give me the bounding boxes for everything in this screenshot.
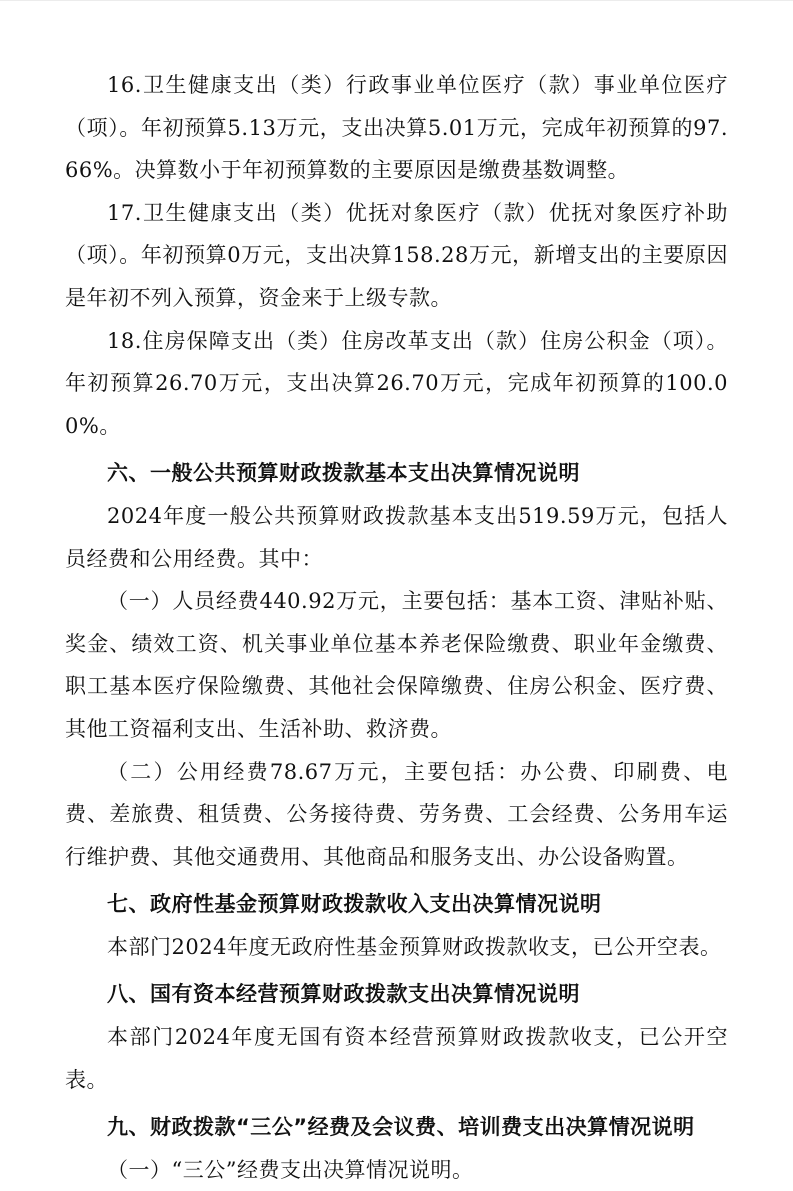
paragraph-gov-fund-note: 本部门2024年度无政府性基金预算财政拨款收支，已公开空表。 xyxy=(107,934,722,959)
paragraph-public-funds: （二）公用经费78.67万元，主要包括：办公费、印刷费、电费、差旅费、租赁费、公务接待费、劳务费、工会经费、公务用车运行维护费、其他交通费用、其他商品和服务支出、办公设备购置。 xyxy=(65,759,728,869)
paragraph-item-18: 18.住房保障支出（类）住房改革支出（款）住房公积金（项）。年初预算26.70万元，支出决算26.70万元，完成年初预算的100.00%。 xyxy=(65,328,728,438)
paragraph-state-capital-note: 本部门2024年度无国有资本经营预算财政拨款收支，已公开空表。 xyxy=(65,1025,728,1092)
section-heading-8: 八、国有资本经营预算财政拨款支出决算情况说明 xyxy=(107,982,580,1007)
paragraph-basic-expenditure-summary: 2024年度一般公共预算财政拨款基本支出519.59万元，包括人员经费和公用经费。其中： xyxy=(65,503,728,571)
paragraph-item-16: 16.卫生健康支出（类）行政事业单位医疗（款）事业单位医疗（项）。年初预算5.13万元，支出决算5.01万元，完成年初预算的97.66%。决算数小于年初预算数的主要原因是缴费基数调整。 xyxy=(65,73,728,183)
section-heading-7: 七、政府性基金预算财政拨款收入支出决算情况说明 xyxy=(107,892,602,917)
paragraph-item-17: 17.卫生健康支出（类）优抚对象医疗（款）优抚对象医疗补助（项）。年初预算0万元，支出决算158.28万元，新增支出的主要原因是年初不列入预算，资金来于上级专款。 xyxy=(65,200,728,310)
section-heading-9: 九、财政拨款“三公”经费及会议费、培训费支出决算情况说明 xyxy=(107,1115,695,1140)
section-heading-6: 六、一般公共预算财政拨款基本支出决算情况说明 xyxy=(107,461,580,486)
paragraph-personnel-funds: （一）人员经费440.92万元，主要包括：基本工资、津贴补贴、奖金、绩效工资、机关事业单位基本养老保险缴费、职业年金缴费、职工基本医疗保险缴费、其他社会保障缴费、住房公积金、医疗费、其他工资福利支出、生活补助、救济费。 xyxy=(65,589,728,741)
paragraph-three-public-intro: （一）“三公”经费支出决算情况说明。 xyxy=(107,1157,474,1182)
